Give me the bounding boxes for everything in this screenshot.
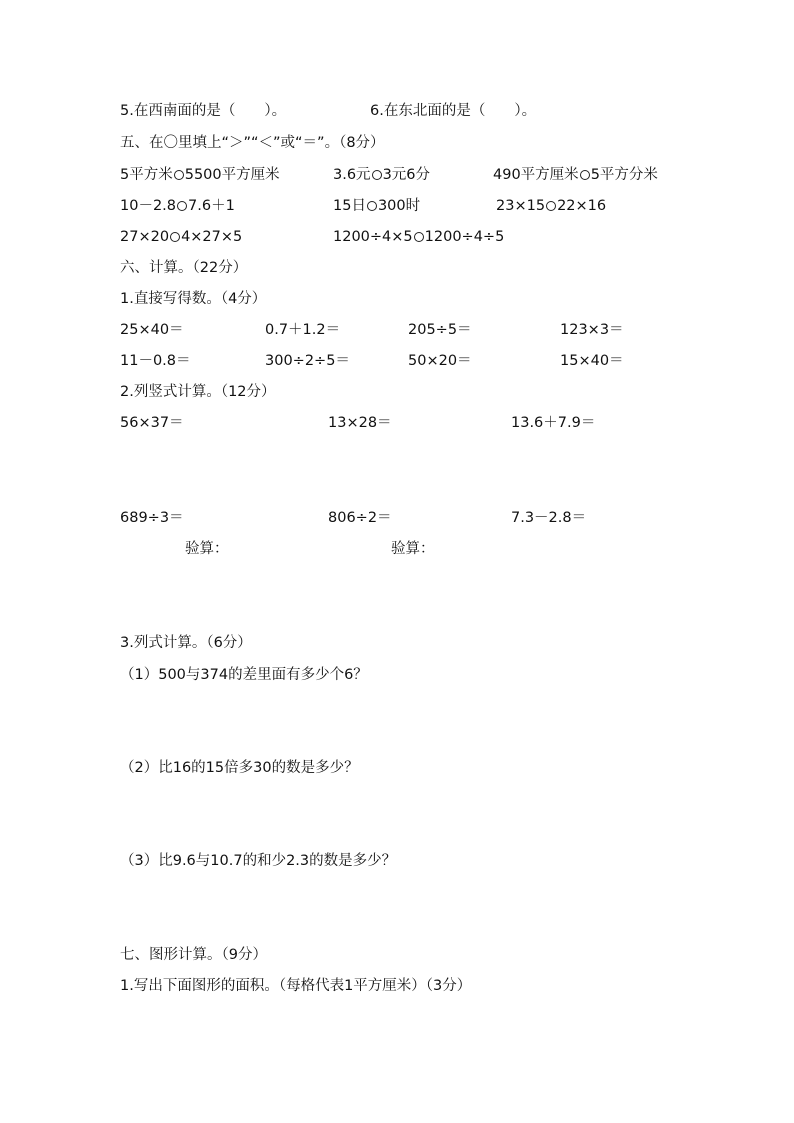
blank-circle[interactable] bbox=[174, 170, 184, 180]
check-label: 验算： bbox=[391, 541, 435, 557]
section-5-title: 五、在〇里填上“＞”“＜”或“＝”。（8分） bbox=[120, 135, 385, 151]
blank-circle[interactable] bbox=[580, 170, 590, 180]
vertical-calc-item: 13.6＋7.9＝ bbox=[511, 415, 596, 431]
mental-math-item: 50×20＝ bbox=[408, 353, 472, 369]
question-5: 5.在西南面的是（ ）。 bbox=[120, 103, 287, 119]
compare-item: 490平方厘米 5平方分米 bbox=[493, 167, 658, 183]
mental-math-item: 11－0.8＝ bbox=[120, 353, 191, 369]
compare-item: 27×20 4×27×5 bbox=[120, 229, 243, 245]
vertical-calc-item: 7.3－2.8＝ bbox=[511, 510, 587, 526]
mental-math-item: 205÷5＝ bbox=[408, 322, 472, 338]
section-6-title: 六、计算。（22分） bbox=[120, 260, 248, 276]
mental-math-item: 25×40＝ bbox=[120, 322, 184, 338]
question-6: 6.在东北面的是（ ）。 bbox=[370, 103, 537, 119]
compare-item: 3.6元 3元6分 bbox=[333, 167, 431, 183]
mental-math-item: 123×3＝ bbox=[560, 322, 624, 338]
word-problem: （2）比16的15倍多30的数是多少？ bbox=[120, 760, 359, 776]
mental-math-item: 15×40＝ bbox=[560, 353, 624, 369]
blank-circle[interactable] bbox=[367, 201, 377, 211]
blank-circle[interactable] bbox=[546, 201, 556, 211]
section-7-part-1: 1.写出下面图形的面积。（每格代表1平方厘米）（3分） bbox=[120, 978, 472, 994]
word-problem: （3）比9.6与10.7的和少2.3的数是多少？ bbox=[120, 853, 397, 869]
part-2-title: 2.列竖式计算。（12分） bbox=[120, 384, 276, 400]
blank-circle[interactable] bbox=[177, 201, 187, 211]
check-label: 验算： bbox=[185, 541, 229, 557]
compare-item: 10－2.8 7.6＋1 bbox=[120, 198, 235, 214]
blank-circle[interactable] bbox=[372, 170, 382, 180]
blank-circle[interactable] bbox=[414, 232, 424, 242]
compare-item: 5平方米 5500平方厘米 bbox=[120, 167, 280, 183]
part-3-title: 3.列式计算。（6分） bbox=[120, 635, 252, 651]
compare-item: 1200÷4×5 1200÷4÷5 bbox=[333, 229, 505, 245]
blank-circle[interactable] bbox=[170, 232, 180, 242]
vertical-calc-item: 806÷2＝ bbox=[328, 510, 392, 526]
mental-math-item: 300÷2÷5＝ bbox=[265, 353, 350, 369]
part-1-title: 1.直接写得数。（4分） bbox=[120, 291, 267, 307]
vertical-calc-item: 13×28＝ bbox=[328, 415, 392, 431]
compare-item: 15日 300时 bbox=[333, 198, 421, 214]
vertical-calc-item: 689÷3＝ bbox=[120, 510, 184, 526]
mental-math-item: 0.7＋1.2＝ bbox=[265, 322, 341, 338]
vertical-calc-item: 56×37＝ bbox=[120, 415, 184, 431]
section-7-title: 七、图形计算。（9分） bbox=[120, 947, 267, 963]
word-problem: （1）500与374的差里面有多少个6？ bbox=[120, 667, 368, 683]
compare-item: 23×15 22×16 bbox=[496, 198, 607, 214]
